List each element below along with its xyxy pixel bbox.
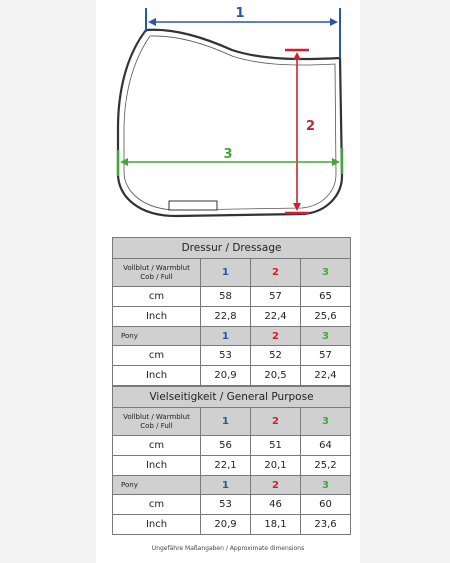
value-cell: 64 bbox=[301, 436, 351, 456]
table-title: Vielseitigkeit / General Purpose bbox=[113, 387, 351, 408]
group-label-full bbox=[113, 408, 201, 436]
group-label-line: Pony bbox=[121, 480, 138, 489]
value-cell: 53 bbox=[201, 495, 251, 515]
header-measure-1: 1 bbox=[201, 327, 251, 346]
unit-cell: Inch bbox=[113, 456, 201, 476]
general-purpose-size-table bbox=[112, 386, 351, 535]
header-measure-3: 3 bbox=[301, 327, 351, 346]
unit-cell: cm bbox=[113, 495, 201, 515]
measure-3 bbox=[118, 147, 342, 176]
value-cell: 18,1 bbox=[251, 515, 301, 535]
group-label-line: Pony bbox=[121, 331, 138, 340]
girth-strap-slot bbox=[169, 201, 217, 210]
value-cell: 56 bbox=[201, 436, 251, 456]
value-cell: 22,4 bbox=[251, 307, 301, 327]
measure-2 bbox=[285, 50, 315, 213]
pony-header-row bbox=[113, 476, 351, 495]
value-cell: 22,1 bbox=[201, 456, 251, 476]
group-label-full bbox=[113, 259, 201, 287]
group-label-line: Cob / Full bbox=[140, 421, 173, 430]
table-row bbox=[113, 287, 351, 307]
saddle-pad-diagram bbox=[0, 0, 450, 230]
table-row bbox=[113, 456, 351, 476]
value-cell: 52 bbox=[251, 346, 301, 366]
header-measure-3: 3 bbox=[301, 476, 351, 495]
group-label-pony bbox=[113, 476, 201, 495]
value-cell: 23,6 bbox=[301, 515, 351, 535]
value-cell: 20,1 bbox=[251, 456, 301, 476]
measure-2-arrow-top bbox=[293, 52, 301, 60]
value-cell: 60 bbox=[301, 495, 351, 515]
value-cell: 20,5 bbox=[251, 366, 301, 386]
value-cell: 57 bbox=[301, 346, 351, 366]
table-row bbox=[113, 366, 351, 386]
pony-header-row bbox=[113, 327, 351, 346]
footnote: Ungefähre Maßangaben / Approximate dimensions bbox=[151, 545, 305, 552]
value-cell: 22,4 bbox=[301, 366, 351, 386]
header-measure-1: 1 bbox=[201, 408, 251, 436]
value-cell: 20,9 bbox=[201, 366, 251, 386]
group-label-pony bbox=[113, 327, 201, 346]
unit-cell: cm bbox=[113, 436, 201, 456]
measure-2-label: 2 bbox=[306, 119, 316, 134]
unit-cell: Inch bbox=[113, 307, 201, 327]
table-row bbox=[113, 346, 351, 366]
value-cell: 25,2 bbox=[301, 456, 351, 476]
value-cell: 20,9 bbox=[201, 515, 251, 535]
dressage-size-table bbox=[112, 237, 351, 386]
header-measure-2: 2 bbox=[251, 408, 301, 436]
header-measure-2: 2 bbox=[251, 476, 301, 495]
header-measure-1: 1 bbox=[201, 259, 251, 287]
header-measure-2: 2 bbox=[251, 259, 301, 287]
header-measure-1: 1 bbox=[201, 476, 251, 495]
unit-cell: cm bbox=[113, 346, 201, 366]
header-measure-3: 3 bbox=[301, 408, 351, 436]
value-cell: 51 bbox=[251, 436, 301, 456]
value-cell: 53 bbox=[201, 346, 251, 366]
measure-1-arrow-left bbox=[148, 18, 156, 26]
unit-cell: Inch bbox=[113, 366, 201, 386]
unit-cell: cm bbox=[113, 287, 201, 307]
measure-2-arrow-bottom bbox=[293, 203, 301, 211]
table-row bbox=[113, 436, 351, 456]
table-row bbox=[113, 307, 351, 327]
value-cell: 22,8 bbox=[201, 307, 251, 327]
table-title: Dressur / Dressage bbox=[113, 238, 351, 259]
header-measure-2: 2 bbox=[251, 327, 301, 346]
value-cell: 58 bbox=[201, 287, 251, 307]
group-label-line: Cob / Full bbox=[140, 272, 173, 281]
header-measure-3: 3 bbox=[301, 259, 351, 287]
value-cell: 65 bbox=[301, 287, 351, 307]
pad-inner-trim bbox=[124, 36, 336, 210]
value-cell: 57 bbox=[251, 287, 301, 307]
value-cell: 46 bbox=[251, 495, 301, 515]
measure-1-arrow-right bbox=[330, 18, 338, 26]
group-label-line: Vollblut / Warmblut bbox=[123, 412, 190, 421]
table-row bbox=[113, 495, 351, 515]
group-label-line: Vollblut / Warmblut bbox=[123, 263, 190, 272]
unit-cell: Inch bbox=[113, 515, 201, 535]
measure-3-label: 3 bbox=[223, 147, 233, 162]
value-cell: 25,6 bbox=[301, 307, 351, 327]
measure-1-label: 1 bbox=[235, 6, 245, 21]
table-row bbox=[113, 515, 351, 535]
